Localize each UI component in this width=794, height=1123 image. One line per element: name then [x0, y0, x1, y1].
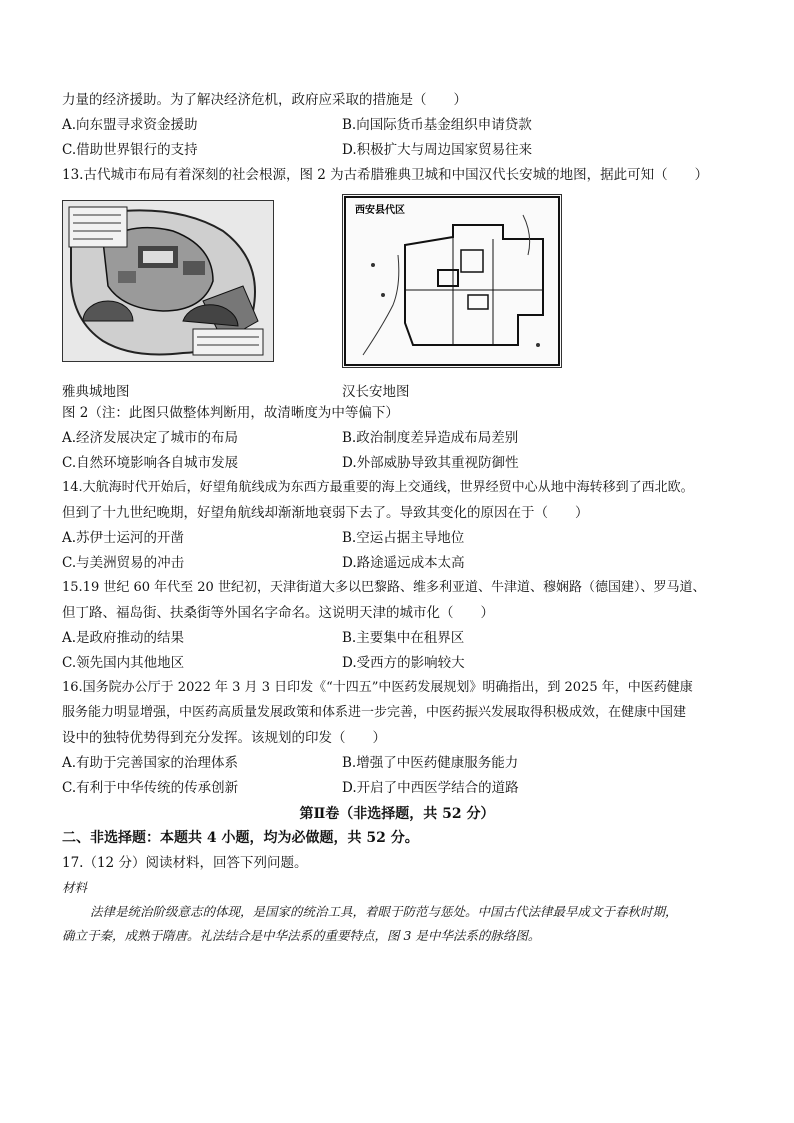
changan-map-title: 西安县代区 — [355, 205, 405, 216]
q16-stem-line1: 16.国务院办公厅于 2022 年 3 月 3 日印发《“十四五”中医药发展规划》明确指出，到 2025 年，中医药健康 — [62, 680, 693, 695]
q13-stem: 13.古代城市布局有着深刻的社会根源，图 2 为古希腊雅典卫城和中国汉代长安城的地图，据此可知（ ） — [62, 167, 709, 183]
material-label: 材料 — [62, 880, 88, 895]
q16-option-b[interactable]: B.增强了中医药健康服务能力 — [342, 755, 519, 771]
athens-map-drawing — [63, 201, 273, 361]
q15-option-a[interactable]: A.是政府推动的结果 — [62, 630, 185, 646]
q12-option-a[interactable]: A.向东盟寻求资金援助 — [62, 117, 198, 133]
q16-stem-line3: 设中的独特优势得到充分发挥。该规划的印发（ ） — [62, 730, 386, 746]
q16-option-c[interactable]: C.有利于中华传统的传承创新 — [62, 780, 239, 796]
q15-option-c[interactable]: C.领先国内其他地区 — [62, 655, 185, 671]
material-line1: 法律是统治阶级意志的体现，是国家的统治工具，着眼于防范与惩处。中国古代法律最早成文于春秋时期， — [90, 904, 678, 919]
q14-stem-line1: 14.大航海时代开始后，好望角航线成为东西方最重要的海上交通线，世界经贸中心从地中海转移到了西北欧。 — [62, 480, 694, 495]
part2-title: 第Ⅱ卷（非选择题，共 52 分） — [299, 806, 495, 822]
q14-option-d[interactable]: D.路途遥远成本太高 — [342, 555, 465, 571]
material-line2: 确立于秦，成熟于隋唐。礼法结合是中华法系的重要特点，图 3 是中华法系的脉络图。 — [62, 928, 541, 943]
q17-stem: 17.（12 分）阅读材料，回答下列问题。 — [62, 855, 308, 871]
part2-section-heading: 二、非选择题：本题共 4 小题，均为必做题，共 52 分。 — [62, 830, 419, 846]
q12-option-b[interactable]: B.向国际货币基金组织申请贷款 — [342, 117, 532, 133]
changan-map-caption: 汉长安地图 — [342, 384, 410, 400]
q16-option-d[interactable]: D.开启了中西医学结合的道路 — [342, 780, 519, 796]
q14-stem-line2: 但到了十九世纪晚期，好望角航线却渐渐地衰弱下去了。导致其变化的原因在于（ ） — [62, 505, 589, 521]
changan-map-image — [342, 194, 562, 368]
q12-stem: 力量的经济援助。为了解决经济危机，政府应采取的措施是（ ） — [62, 92, 467, 108]
q14-option-c[interactable]: C.与美洲贸易的冲击 — [62, 555, 185, 571]
q12-option-d[interactable]: D.积极扩大与周边国家贸易往来 — [342, 142, 533, 158]
q13-option-c[interactable]: C.自然环境影响各自城市发展 — [62, 455, 239, 471]
q14-option-a[interactable]: A.苏伊士运河的开凿 — [62, 530, 185, 546]
figure-2-note: 图 2（注：此图只做整体判断用，故清晰度为中等偏下） — [62, 405, 399, 421]
q15-option-d[interactable]: D.受西方的影响较大 — [342, 655, 465, 671]
q16-stem-line2: 服务能力明显增强，中医药高质量发展政策和体系进一步完善，中医药振兴发展取得积极成效，在健康中国建 — [62, 705, 687, 720]
changan-map-drawing — [343, 195, 561, 367]
q13-option-d[interactable]: D.外部威胁导致其重视防御性 — [342, 455, 519, 471]
q12-option-c[interactable]: C.借助世界银行的支持 — [62, 142, 198, 158]
q15-option-b[interactable]: B.主要集中在租界区 — [342, 630, 465, 646]
q13-option-a[interactable]: A.经济发展决定了城市的布局 — [62, 430, 239, 446]
q14-option-b[interactable]: B.空运占据主导地位 — [342, 530, 465, 546]
q13-option-b[interactable]: B.政治制度差异造成布局差别 — [342, 430, 519, 446]
q16-option-a[interactable]: A.有助于完善国家的治理体系 — [62, 755, 239, 771]
athens-map-image — [62, 200, 274, 362]
athens-map-caption: 雅典城地图 — [62, 384, 130, 400]
q15-stem-line1: 15.19 世纪 60 年代至 20 世纪初，天津街道大多以巴黎路、维多利亚道、牛津道、穆娴路（德国建）、罗马道、 — [62, 580, 706, 595]
q15-stem-line2: 但丁路、福岛街、扶桑街等外国名字命名。这说明天津的城市化（ ） — [62, 605, 494, 621]
